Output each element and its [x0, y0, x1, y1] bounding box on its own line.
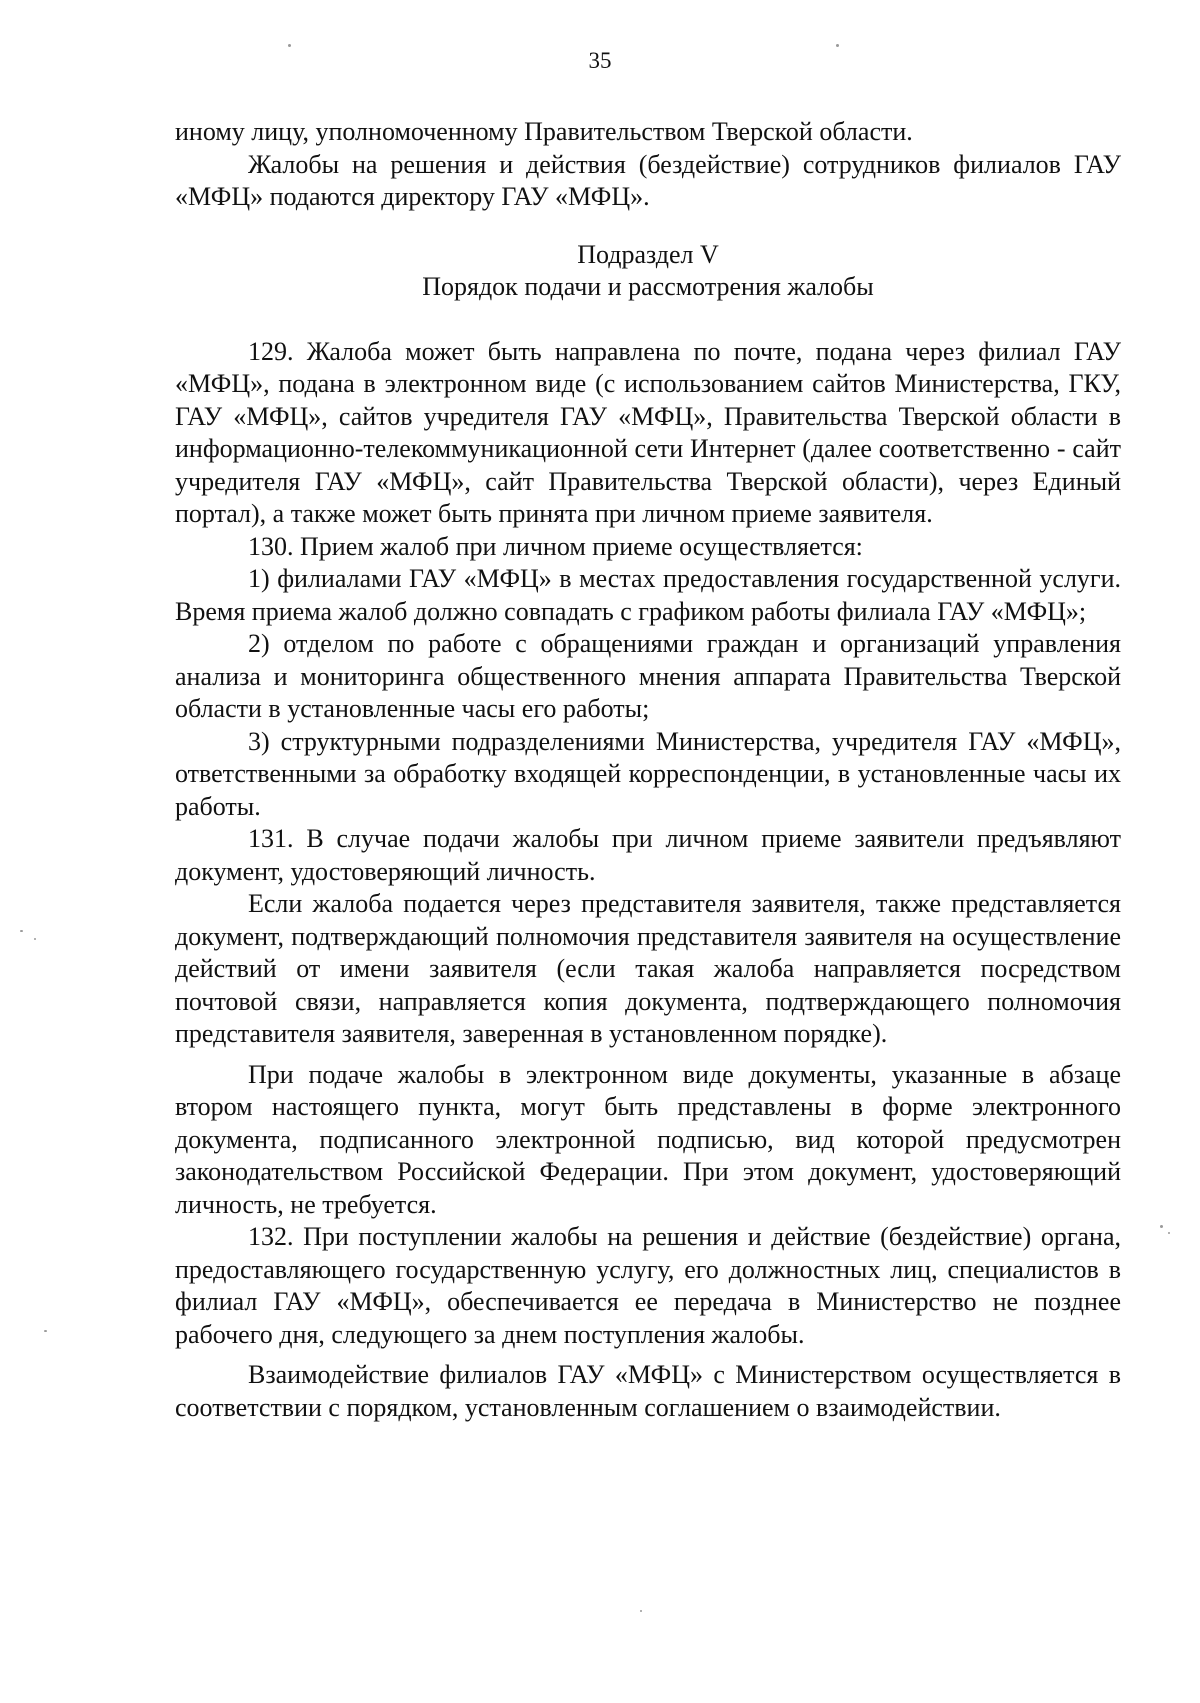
- paragraph-complaints-branches: Жалобы на решения и действия (бездействие) сотрудников филиалов ГАУ «МФЦ» подаются директору ГАУ «МФЦ».: [175, 149, 1121, 211]
- paragraph-132-interaction: Взаимодействие филиалов ГАУ «МФЦ» с Министерством осуществляется в соответствии с порядком, установленным соглашением о взаимодействии.: [175, 1360, 1121, 1422]
- section-title: Порядок подачи и рассмотрения жалобы: [422, 272, 874, 301]
- scan-speck: [1168, 1232, 1170, 1234]
- scan-speck: [20, 930, 23, 932]
- paragraph-130-item-2: 2) отделом по работе с обращениями граждан и организаций управления анализа и мониторинга общественного мнения аппарата Правительства Тверской области в установленные часы его работы;: [175, 629, 1121, 723]
- scan-speck: [1160, 1225, 1163, 1228]
- paragraph-130: 130. Прием жалоб при личном приеме осуществляется:: [248, 531, 863, 561]
- document-body: [175, 116, 1121, 1424]
- scan-speck: [640, 1610, 642, 1612]
- page-number: 35: [588, 48, 612, 73]
- paragraph-131: 131. В случае подачи жалобы при личном приеме заявители предъявляют документ, удостоверяющий личность.: [175, 824, 1121, 886]
- scan-speck: [288, 44, 291, 47]
- section-label: Подраздел V: [577, 239, 719, 269]
- paragraph-132: 132. При поступлении жалобы на решения и действие (бездействие) органа, предоставляющего государственную услугу, его должностных лиц, специалистов в филиал ГАУ «МФЦ», обеспечивается ее передача в Министерство не позднее рабочего дня, следующего за днем поступления жалобы.: [175, 1222, 1121, 1349]
- paragraph-continuation: иному лицу, уполномоченному Правительством Тверской области.: [175, 117, 913, 146]
- paragraph-131-representative: Если жалоба подается через представителя заявителя, также представляется документ, подтверждающий полномочия представителя заявителя на осуществление действий от имени заявителя (если такая жалоба направляется посредством почтовой связи, направляется копия документа, подтверждающего полномочия представителя заявителя, заверенная в установленном порядке).: [175, 889, 1121, 1048]
- scan-speck: [34, 938, 36, 940]
- paragraph-130-item-1: 1) филиалами ГАУ «МФЦ» в местах предоставления государственной услуги. Время приема жалоб должно совпадать с графиком работы филиала ГАУ «МФЦ»;: [175, 564, 1121, 626]
- paragraph-130-item-3: 3) структурными подразделениями Министерства, учредителя ГАУ «МФЦ», ответственными за обработку входящей корреспонденции, в установленные часы их работы.: [175, 726, 1121, 821]
- paragraph-129: 129. Жалоба может быть направлена по почте, подана через филиал ГАУ «МФЦ», подана в электронном виде (с использованием сайтов Министерства, ГКУ, ГАУ «МФЦ», сайтов учредителя ГАУ «МФЦ», Правительства Тверской области в информационно-телекоммуникационной сети Интернет (далее соответственно - сайт учредителя ГАУ «МФЦ», сайт Правительства Тверской области), через Единый портал), а также может быть принята при личном приеме заявителя.: [175, 336, 1121, 528]
- scan-speck: [836, 44, 839, 47]
- paragraph-131-electronic: При подаче жалобы в электронном виде документы, указанные в абзаце втором настоящего пункта, могут быть представлены в форме электронного документа, подписанного электронной подписью, вид которой предусмотрен законодательством Российской Федерации. При этом документ, удостоверяющий личность, не требуется.: [175, 1059, 1121, 1219]
- scan-speck: [44, 1330, 47, 1332]
